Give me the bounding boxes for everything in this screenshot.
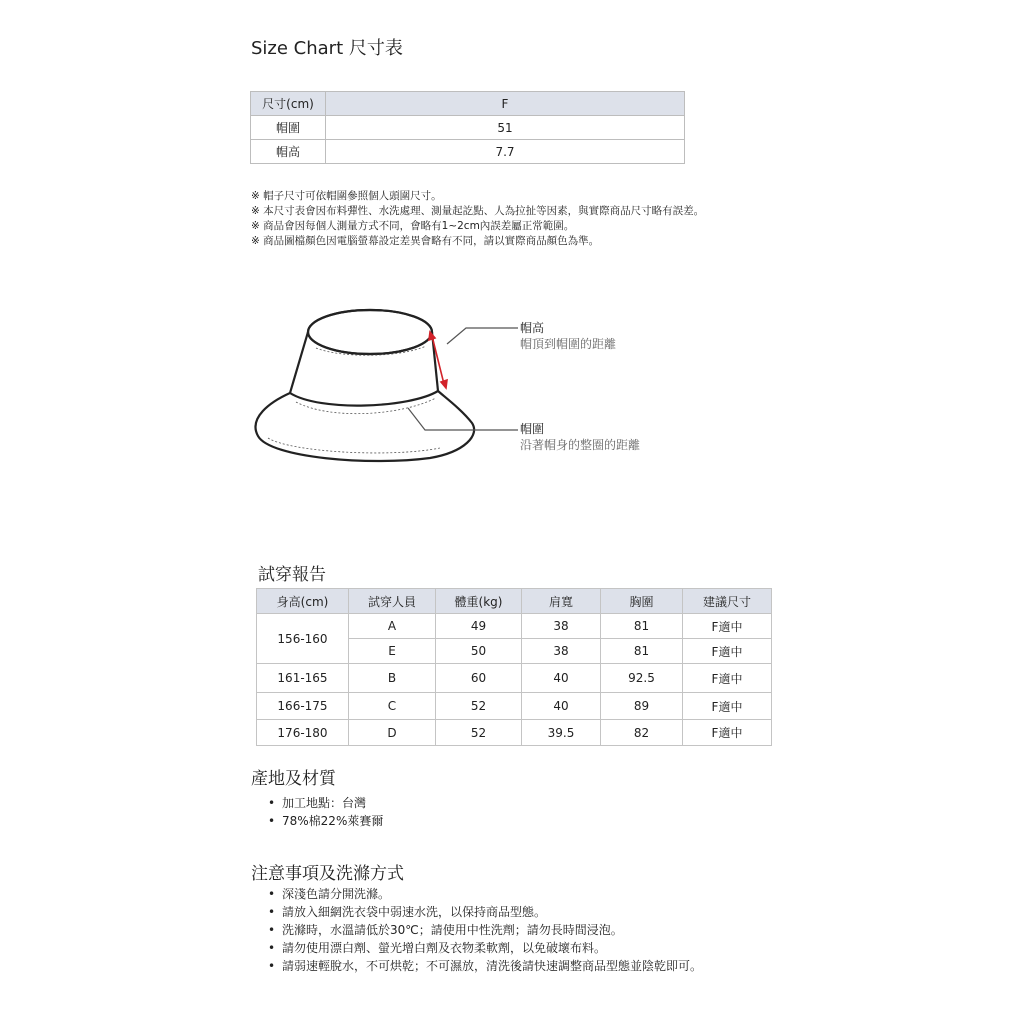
table-row: [251, 140, 685, 164]
height-range: 176-180: [257, 720, 349, 746]
material-item: 78%棉22%萊賽爾: [282, 814, 384, 828]
note-line: ※ 帽子尺寸可依帽圍參照個人頭圍尺寸。: [251, 190, 442, 202]
shoulder: 38: [522, 639, 601, 664]
origin-item: 加工地點：台灣: [282, 796, 367, 810]
leader-extension: [500, 320, 520, 470]
table-header-row: [257, 589, 772, 614]
weight: 60: [436, 664, 522, 693]
bullet-icon: •: [268, 923, 276, 937]
bullet-icon: •: [268, 959, 276, 973]
circumference-annotation: [520, 421, 640, 453]
chest: 81: [601, 614, 683, 639]
care-item: 洗滌時，水溫請低於30℃；請使用中性洗劑；請勿長時間浸泡。: [282, 923, 623, 937]
header-shoulder: 肩寬: [522, 589, 601, 614]
size-label: 尺寸(cm): [251, 92, 326, 116]
person: E: [349, 639, 436, 664]
person: B: [349, 664, 436, 693]
shoulder: 38: [522, 614, 601, 639]
care-item: 請勿使用漂白劑、螢光增白劑及衣物柔軟劑，以免破壞布料。: [282, 941, 607, 955]
list-item: [268, 885, 702, 903]
fit-report-table: [256, 588, 772, 746]
header-weight: 體重(kg): [436, 589, 522, 614]
header-height: 身高(cm): [257, 589, 349, 614]
list-item: [268, 903, 702, 921]
table-row: [257, 664, 772, 693]
table-row: [251, 116, 685, 140]
care-item: 深淺色請分開洗滌。: [282, 887, 391, 901]
height-annotation: [520, 320, 616, 352]
list-item: [268, 812, 383, 830]
circumference-annotation-desc: 沿著帽身的整圈的距離: [520, 438, 641, 452]
shoulder: 40: [522, 693, 601, 720]
suggested-size: F適中: [683, 693, 772, 720]
bucket-hat-diagram: [240, 290, 500, 480]
height-arrow: [429, 332, 447, 388]
bullet-icon: •: [268, 814, 276, 828]
circumference-annotation-label: 帽圍: [520, 422, 545, 436]
care-item: 請放入細網洗衣袋中弱速水洗，以保持商品型態。: [282, 905, 547, 919]
weight: 50: [436, 639, 522, 664]
care-list: [268, 885, 702, 975]
weight: 52: [436, 693, 522, 720]
suggested-size: F適中: [683, 639, 772, 664]
size-chart-table: [250, 91, 685, 164]
bullet-icon: •: [268, 887, 276, 901]
fit-report-title: 試穿報告: [258, 565, 326, 585]
shoulder: 39.5: [522, 720, 601, 746]
origin-list: [268, 794, 383, 830]
bullet-icon: •: [268, 796, 276, 810]
origin-title: 產地及材質: [251, 769, 336, 789]
chest: 89: [601, 693, 683, 720]
chest: 82: [601, 720, 683, 746]
list-item: [268, 794, 383, 812]
list-item: [268, 921, 702, 939]
weight: 49: [436, 614, 522, 639]
care-title: 注意事項及洗滌方式: [251, 864, 404, 884]
note-line: ※ 商品會因每個人測量方式不同，會略有1~2cm內誤差屬正常範圍。: [251, 220, 575, 232]
height-range: 161-165: [257, 664, 349, 693]
person: D: [349, 720, 436, 746]
table-row: [257, 614, 772, 639]
note-line: ※ 商品圖檔顏色因電腦螢幕設定差異會略有不同，請以實際商品顏色為準。: [251, 235, 600, 247]
suggested-size: F適中: [683, 720, 772, 746]
header-size: 建議尺寸: [683, 589, 772, 614]
suggested-size: F適中: [683, 664, 772, 693]
person: C: [349, 693, 436, 720]
height-annotation-label: 帽高: [520, 321, 545, 335]
list-item: [268, 957, 702, 975]
header-person: 試穿人員: [349, 589, 436, 614]
size-value: F: [326, 92, 685, 116]
circumference-label: 帽圍: [251, 116, 326, 140]
size-notes: [251, 189, 704, 249]
size-chart-title: Size Chart 尺寸表: [251, 38, 403, 59]
table-row: [257, 693, 772, 720]
chest: 92.5: [601, 664, 683, 693]
bullet-icon: •: [268, 905, 276, 919]
weight: 52: [436, 720, 522, 746]
person: A: [349, 614, 436, 639]
circumference-value: 51: [326, 116, 685, 140]
height-range: 166-175: [257, 693, 349, 720]
height-range: 156-160: [257, 614, 349, 664]
chest: 81: [601, 639, 683, 664]
header-chest: 胸圍: [601, 589, 683, 614]
list-item: [268, 939, 702, 957]
table-row: [257, 720, 772, 746]
height-value: 7.7: [326, 140, 685, 164]
hat-outline: [256, 310, 475, 461]
care-item: 請弱速輕脫水，不可烘乾；不可濕放，清洗後請快速調整商品型態並陰乾即可。: [282, 959, 703, 973]
height-label: 帽高: [251, 140, 326, 164]
height-annotation-desc: 帽頂到帽圍的距離: [520, 337, 617, 351]
suggested-size: F適中: [683, 614, 772, 639]
note-line: ※ 本尺寸表會因布料彈性、水洗處理、測量起訖點、人為拉扯等因素，與實際商品尺寸略有誤差。: [251, 205, 705, 217]
table-row: [251, 92, 685, 116]
shoulder: 40: [522, 664, 601, 693]
bullet-icon: •: [268, 941, 276, 955]
